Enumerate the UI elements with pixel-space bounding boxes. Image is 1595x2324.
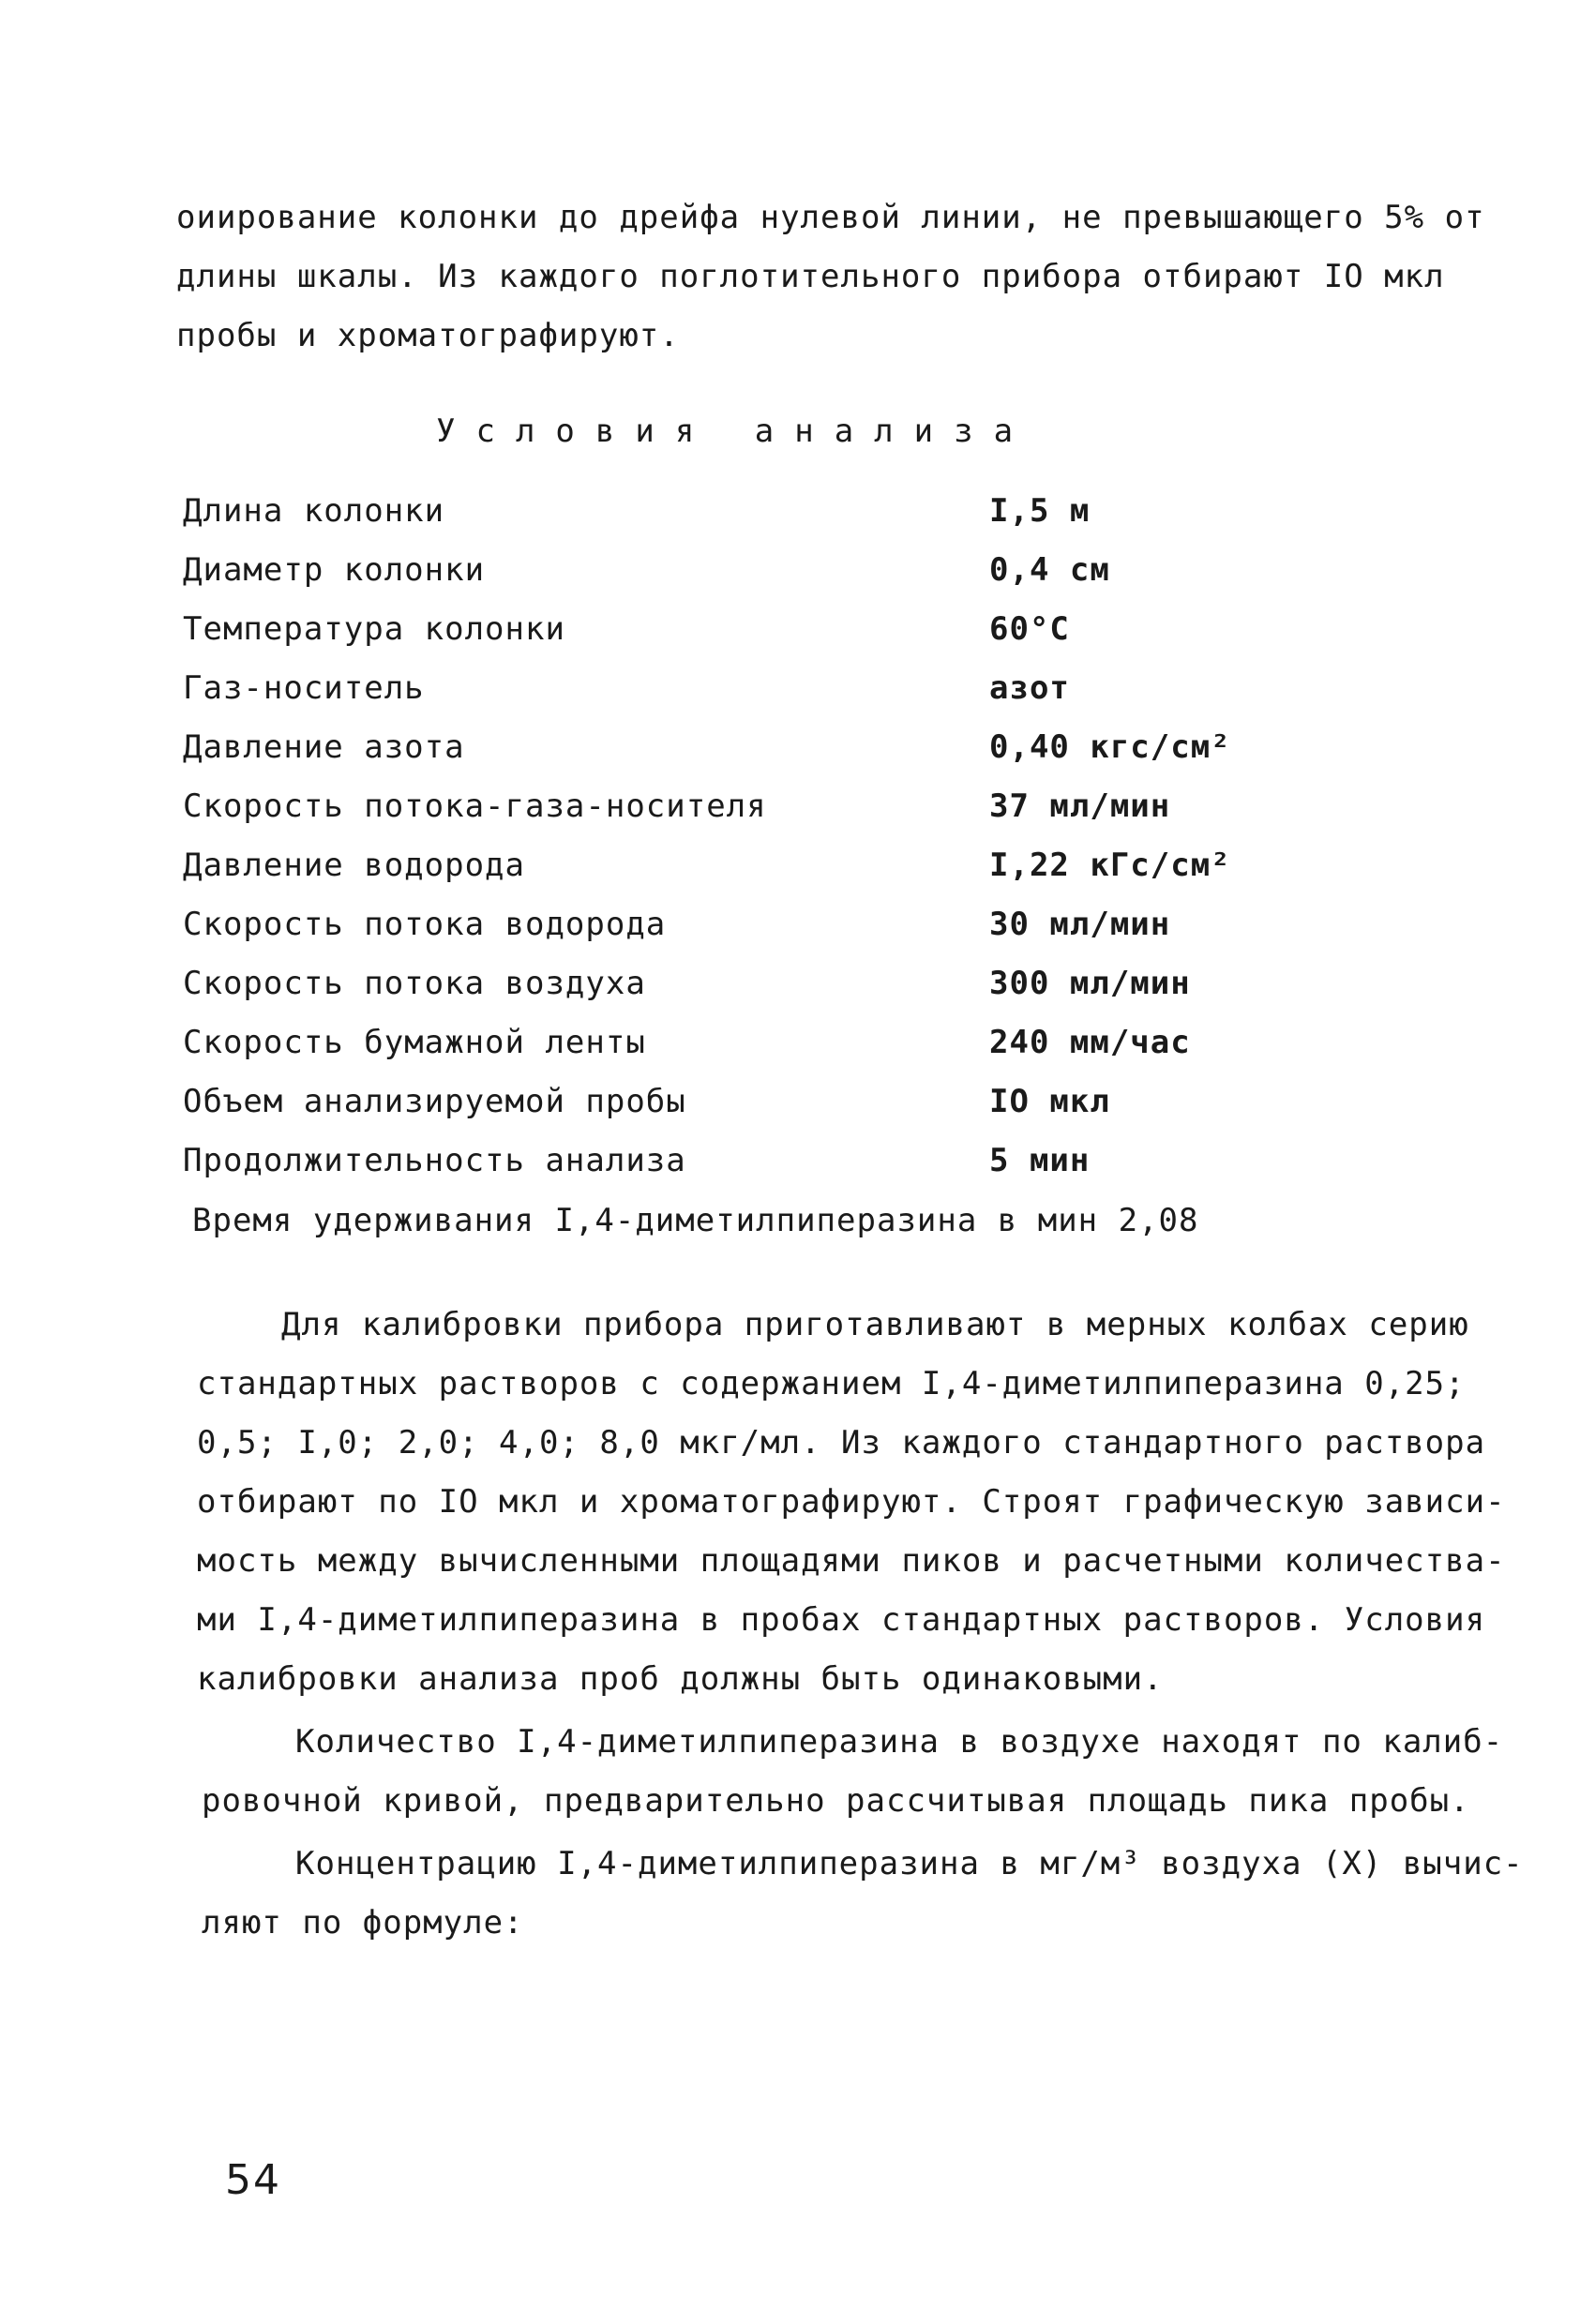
condition-label-11: Объем анализируемой пробы — [183, 1083, 686, 1120]
conditions-heading: Условия анализа — [436, 412, 1034, 450]
body-line-2: стандартных растворов с содержанием I,4-диметилпиперазина 0,25; — [197, 1365, 1466, 1402]
condition-value-6: 37 мл/мин — [989, 787, 1171, 825]
condition-label-9: Скорость потока воздуха — [183, 965, 646, 1002]
body-line-5: мость между вычисленными площадями пиков и расчетными количества- — [197, 1542, 1506, 1580]
condition-label-7: Давление водорода — [183, 847, 525, 884]
body-line-4: отбирают по IO мкл и хроматографируют. Строят графическую зависи- — [197, 1483, 1506, 1521]
condition-value-1: I,5 м — [989, 492, 1091, 530]
condition-label-12: Продолжительность анализа — [183, 1142, 686, 1179]
condition-value-9: 300 мл/мин — [989, 965, 1191, 1002]
condition-value-11: IO мкл — [989, 1083, 1110, 1120]
condition-label-3: Температура колонки — [183, 610, 565, 648]
condition-value-12: 5 мин — [989, 1142, 1091, 1179]
condition-label-2: Диаметр колонки — [183, 551, 486, 589]
retention-time-line: Время удерживания I,4-диметилпиперазина в мин 2,08 — [192, 1202, 1199, 1239]
condition-label-10: Скорость бумажной ленты — [183, 1024, 646, 1061]
body-line-1: Для калибровки прибора приготавливают в мерных колбах серию — [281, 1306, 1469, 1343]
body-line-6: ми I,4-диметилпиперазина в пробах стандартных растворов. Условия — [197, 1601, 1486, 1639]
body-line-10: Концентрацию I,4-диметилпиперазина в мг/м³ воздуха (X) вычис- — [295, 1845, 1524, 1882]
condition-value-4: азот — [989, 669, 1070, 707]
condition-value-7: I,22 кГс/см² — [989, 847, 1231, 884]
page-number: 54 — [225, 2156, 281, 2204]
condition-label-1: Длина колонки — [183, 492, 445, 530]
body-line-9: ровочной кривой, предварительно рассчитывая площадь пика пробы. — [202, 1782, 1470, 1820]
intro-line-1: оиирование колонки до дрейфа нулевой линии, не превышающего 5% от — [176, 199, 1485, 236]
body-line-11: ляют по формуле: — [202, 1904, 524, 1942]
condition-value-8: 30 мл/мин — [989, 906, 1171, 943]
condition-value-3: 60°C — [989, 610, 1070, 648]
condition-value-5: 0,40 кгс/см² — [989, 728, 1231, 766]
condition-label-6: Скорость потока-газа-носителя — [183, 787, 767, 825]
condition-label-8: Скорость потока водорода — [183, 906, 667, 943]
intro-line-3: пробы и хроматографируют. — [176, 317, 680, 354]
condition-value-2: 0,4 см — [989, 551, 1110, 589]
intro-line-2: длины шкалы. Из каждого поглотительного прибора отбирают IO мкл — [176, 258, 1445, 295]
condition-label-4: Газ-носитель — [183, 669, 425, 707]
body-line-8: Количество I,4-диметилпиперазина в воздухе находят по калиб- — [295, 1723, 1504, 1761]
body-line-3: 0,5; I,0; 2,0; 4,0; 8,0 мкг/мл. Из каждого стандартного раствора — [197, 1424, 1486, 1462]
condition-label-5: Давление азота — [183, 728, 465, 766]
body-line-7: калибровки анализа проб должны быть одинаковыми. — [197, 1660, 1164, 1698]
condition-value-10: 240 мм/час — [989, 1024, 1191, 1061]
